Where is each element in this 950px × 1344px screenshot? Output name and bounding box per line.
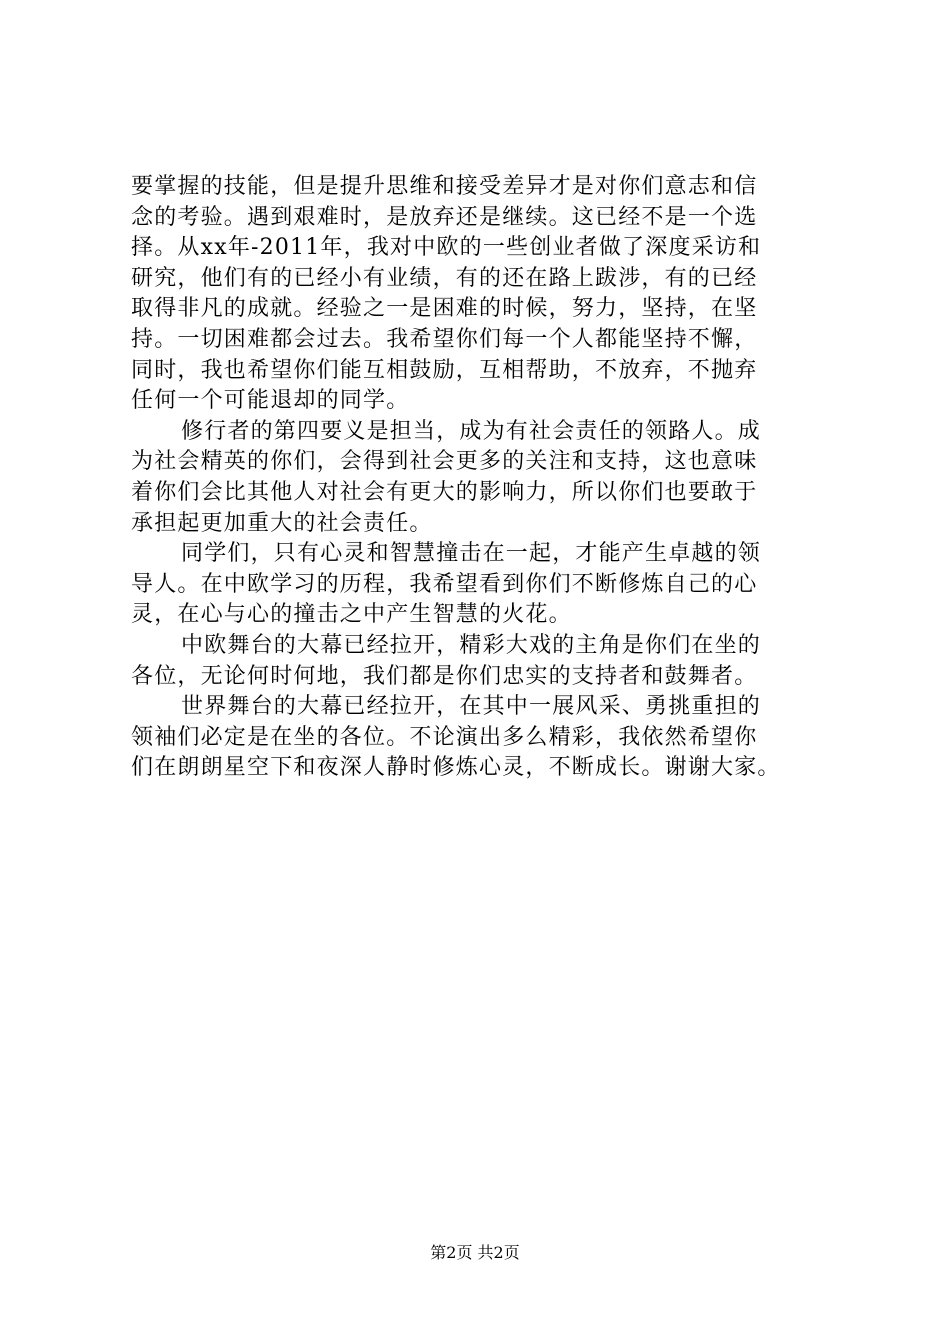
text-line: 领袖们必定是在坐的各位。不论演出多么精彩，我依然希望你 [131, 724, 758, 750]
text-line: 要掌握的技能，但是提升思维和接受差异才是对你们意志和信 [131, 174, 758, 199]
text-line: 同时，我也希望你们能互相鼓励，互相帮助，不放弃，不抛弃 [131, 357, 758, 383]
text-line: 各位，无论何时何地，我们都是你们忠实的支持者和鼓舞者。 [131, 663, 758, 689]
text-line: 为社会精英的你们，会得到社会更多的关注和支持，这也意味 [131, 449, 758, 475]
text-line: 中欧舞台的大幕已经拉开，精彩大戏的主角是你们在坐的 [181, 632, 762, 658]
text-line: 念的考验。遇到艰难时，是放弃还是继续。这已经不是一个选 [131, 204, 758, 230]
text-line: 同学们，只有心灵和智慧撞击在一起，才能产生卓越的领 [181, 541, 762, 567]
text-line: 灵，在心与心的撞击之中产生智慧的火花。 [131, 602, 572, 628]
paragraph [131, 631, 831, 692]
text-line: 导人。在中欧学习的历程，我希望看到你们不断修炼自己的心 [131, 571, 758, 597]
text-line: 任何一个可能退却的同学。 [131, 388, 410, 414]
text-line: 承担起更加重大的社会责任。 [131, 510, 433, 536]
text-line: 们在朗朗星空下和夜深人静时修炼心灵，不断成长。谢谢大家。 [131, 755, 781, 781]
document-body [131, 172, 831, 784]
text-line: 世界舞台的大幕已经拉开，在其中一展风采、勇挑重担的 [181, 694, 762, 720]
page-number: 第2页 共2页 [430, 1243, 520, 1262]
text-line: 修行者的第四要义是担当，成为有社会责任的领路人。成 [181, 418, 762, 444]
text-line: 择。从xx年-2011年，我对中欧的一些创业者做了深度采访和 [131, 235, 762, 261]
paragraph [131, 417, 831, 539]
paragraph [131, 539, 831, 631]
page-footer [0, 1243, 950, 1263]
text-line: 取得非凡的成就。经验之一是困难的时候，努力，坚持，在坚 [131, 296, 758, 322]
text-line: 持。一切困难都会过去。我希望你们每一个人都能坚持不懈， [131, 326, 758, 352]
text-line: 研究，他们有的已经小有业绩，有的还在路上跋涉，有的已经 [131, 265, 758, 291]
paragraph [131, 172, 831, 417]
paragraph [131, 692, 831, 784]
text-line: 着你们会比其他人对社会有更大的影响力，所以你们也要敢于 [131, 479, 758, 505]
